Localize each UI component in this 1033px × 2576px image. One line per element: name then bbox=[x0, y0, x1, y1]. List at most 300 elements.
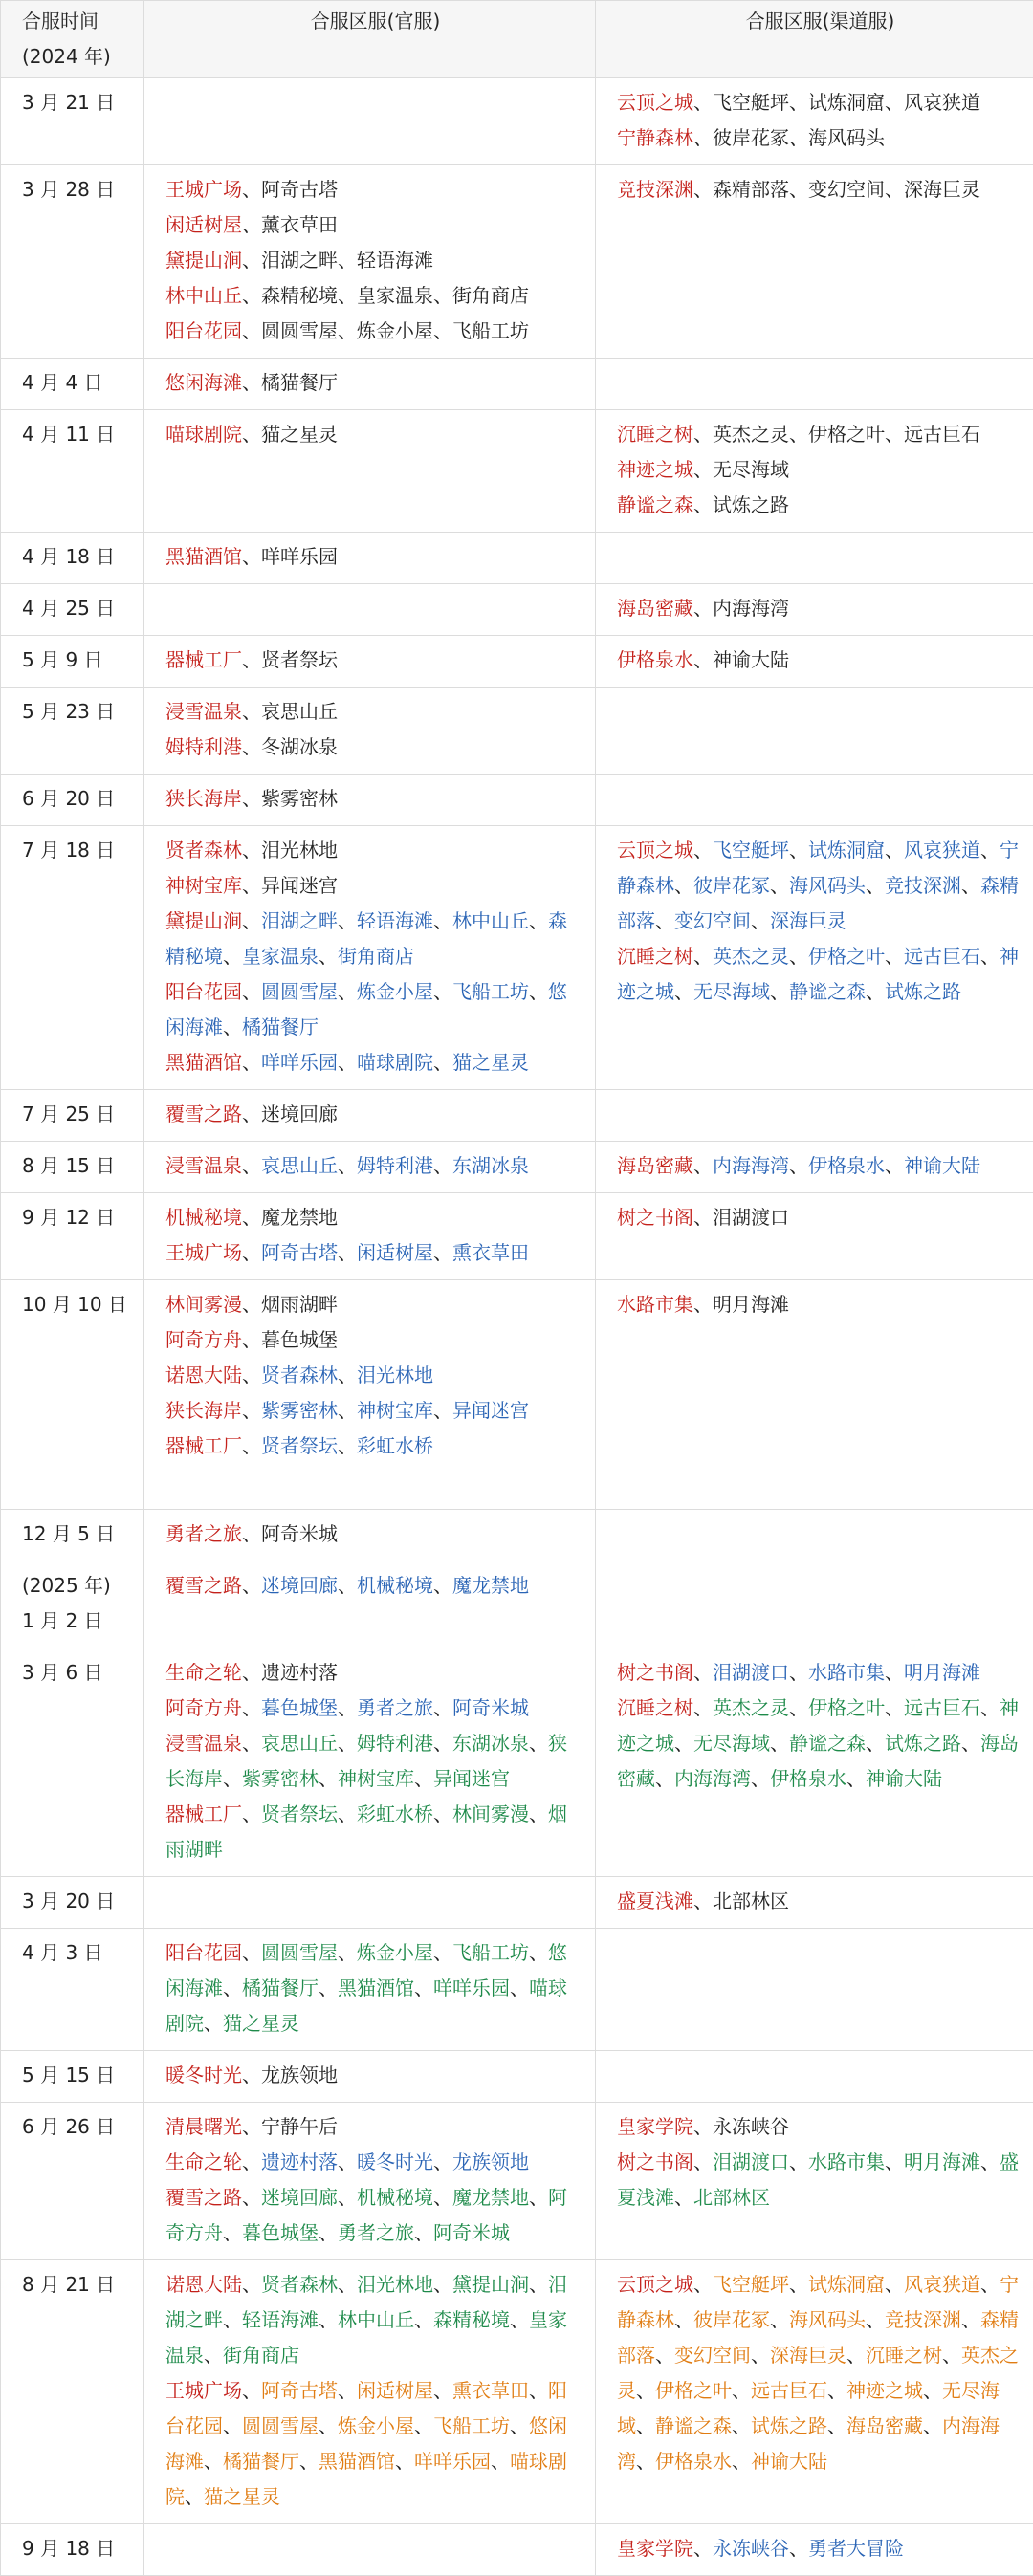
server-name: 冬湖冰泉 bbox=[261, 735, 338, 758]
server-group: 海岛密藏、内海海湾、伊格泉水、神谕大陆 bbox=[617, 1148, 1023, 1184]
table-row bbox=[1, 410, 1033, 533]
server-name: 浸雪温泉 bbox=[165, 1154, 242, 1177]
server-name: 沉睡之树 bbox=[617, 1696, 693, 1719]
server-name: 浸雪温泉 bbox=[165, 700, 242, 723]
server-name: 迷境回廊 bbox=[261, 2186, 338, 2209]
official-servers-cell bbox=[144, 775, 596, 826]
merge-date-cell bbox=[1, 775, 144, 826]
server-name: 明月海滩 bbox=[904, 2150, 980, 2173]
server-name: 黑猫酒馆 bbox=[338, 1976, 414, 1999]
server-name: 圆圆雪屋 bbox=[261, 1941, 338, 1964]
server-name: 喵球剧院 bbox=[357, 1051, 433, 1074]
server-name: 紫雾密林 bbox=[261, 1399, 338, 1422]
table-row bbox=[1, 826, 1033, 1090]
merge-date: 4 月 3 日 bbox=[22, 1935, 134, 1971]
official-servers-cell bbox=[144, 359, 596, 410]
channel-servers-cell bbox=[596, 1280, 1033, 1510]
server-name: 阿奇古塔 bbox=[261, 1241, 338, 1264]
channel-servers-cell bbox=[596, 410, 1033, 533]
server-name: 东湖冰泉 bbox=[452, 1732, 529, 1755]
server-name: 阿奇方舟 bbox=[165, 1696, 242, 1719]
server-name: 黑猫酒馆 bbox=[165, 1051, 242, 1074]
server-group: 器械工厂、贤者祭坛 bbox=[165, 643, 585, 678]
server-name: 勇者大冒险 bbox=[808, 2537, 904, 2560]
merge-date: 3 月 28 日 bbox=[22, 172, 134, 207]
merge-date: 3 月 21 日 bbox=[22, 85, 134, 120]
server-name: 贤者森林 bbox=[165, 839, 242, 862]
server-name: 贤者森林 bbox=[261, 2273, 338, 2296]
merge-date: 1 月 2 日 bbox=[22, 1604, 134, 1639]
table-row bbox=[1, 584, 1033, 636]
server-name: 猫之星灵 bbox=[223, 2012, 299, 2035]
server-name: 橘猫餐厅 bbox=[223, 2450, 299, 2473]
official-servers-cell bbox=[144, 2260, 596, 2524]
server-group: 狭长海岸、紫雾密林 bbox=[165, 781, 585, 817]
server-name: 诺恩大陆 bbox=[165, 1364, 242, 1386]
server-group: 黛提山涧、泪湖之畔、轻语海滩 bbox=[165, 243, 585, 278]
server-group: 云顶之城、飞空艇坪、试炼洞窟、风哀狭道 bbox=[617, 85, 1023, 120]
official-servers-cell bbox=[144, 1193, 596, 1280]
merge-date: 6 月 26 日 bbox=[22, 2109, 134, 2145]
server-name: 英杰之灵 bbox=[617, 2344, 1019, 2402]
server-name: 彼岸花冢 bbox=[693, 2308, 770, 2331]
server-name: 试炼之路 bbox=[713, 493, 789, 516]
merge-date-cell bbox=[1, 2103, 144, 2260]
server-name: 炼金小屋 bbox=[357, 980, 433, 1003]
server-name: 悠闲海滩 bbox=[165, 371, 242, 394]
server-name: 海岛密藏 bbox=[617, 1154, 693, 1177]
merge-date-cell bbox=[1, 359, 144, 410]
server-name: 伊格之叶 bbox=[808, 945, 885, 968]
server-name: 狭长海岸 bbox=[165, 1732, 567, 1790]
server-name: 伊格之叶 bbox=[655, 2379, 732, 2402]
channel-servers-cell bbox=[596, 1510, 1033, 1561]
server-name: 竞技深渊 bbox=[885, 874, 961, 897]
channel-servers-cell bbox=[596, 2524, 1033, 2576]
server-name: 神树宝库 bbox=[357, 1399, 433, 1422]
server-name: 水路市集 bbox=[617, 1293, 693, 1316]
merge-date-cell bbox=[1, 165, 144, 359]
server-group: 暖冬时光、龙族领地 bbox=[165, 2058, 585, 2093]
server-name: 沉睡之树 bbox=[866, 2344, 942, 2367]
server-name: 永冻峡谷 bbox=[713, 2537, 789, 2560]
server-group: 机械秘境、魔龙禁地 bbox=[165, 1200, 585, 1235]
server-name: 内海海湾 bbox=[713, 1154, 789, 1177]
server-group: 盛夏浅滩、北部林区 bbox=[617, 1884, 1023, 1919]
server-name: 悠闲海滩 bbox=[165, 1941, 567, 1999]
server-name: 浸雪温泉 bbox=[165, 1732, 242, 1755]
server-name: 风哀狭道 bbox=[904, 839, 980, 862]
server-name: 街角商店 bbox=[338, 945, 414, 968]
server-name: 明月海滩 bbox=[713, 1293, 789, 1316]
server-group: 海岛密藏、内海海湾 bbox=[617, 591, 1023, 626]
official-servers-cell bbox=[144, 1142, 596, 1193]
header-row bbox=[1, 1, 1033, 78]
server-name: 烟雨湖畔 bbox=[165, 1802, 567, 1861]
server-name: 无尽海域 bbox=[617, 2379, 1000, 2437]
server-group: 神迹之城、无尽海域 bbox=[617, 452, 1023, 488]
server-group: 浸雪温泉、哀思山丘、姆特利港、东湖冰泉、狭长海岸、紫雾密林、神树宝库、异闻迷宫 bbox=[165, 1726, 585, 1797]
server-group: 器械工厂、贤者祭坛、彩虹水桥、林间雾漫、烟雨湖畔 bbox=[165, 1797, 585, 1867]
server-group: 皇家学院、永冻峡谷 bbox=[617, 2109, 1023, 2145]
server-name: 明月海滩 bbox=[904, 1661, 980, 1684]
server-name: 伊格之叶 bbox=[808, 1696, 885, 1719]
channel-servers-cell bbox=[596, 2103, 1033, 2260]
server-name: 深海巨灵 bbox=[904, 178, 980, 201]
server-name: 森精部落 bbox=[713, 178, 789, 201]
server-group: 云顶之城、飞空艇坪、试炼洞窟、风哀狭道、宁静森林、彼岸花冢、海风码头、竞技深渊、森精部落、变幻空间、深海巨灵、沉睡之树、英杰之灵、伊格之叶、远古巨石、神迹之城、无尽海域、静谧之森、试炼之路、海岛密藏、内海海湾、伊格泉水、神谕大陆 bbox=[617, 2267, 1023, 2479]
server-name: 风哀狭道 bbox=[904, 91, 980, 114]
table-row bbox=[1, 636, 1033, 688]
server-name: 泪湖渡口 bbox=[713, 1661, 789, 1684]
official-servers-cell bbox=[144, 584, 596, 636]
server-name: 魔龙禁地 bbox=[261, 1206, 338, 1229]
merge-date-cell bbox=[1, 1929, 144, 2051]
table-row bbox=[1, 688, 1033, 775]
server-group: 王城广场、阿奇古塔 bbox=[165, 172, 585, 207]
server-name: 异闻迷宫 bbox=[452, 1399, 529, 1422]
server-name: 炼金小屋 bbox=[357, 319, 433, 342]
server-name: 器械工厂 bbox=[165, 1802, 242, 1825]
table-row bbox=[1, 2103, 1033, 2260]
table-row bbox=[1, 775, 1033, 826]
server-name: 皇家温泉 bbox=[165, 2308, 567, 2367]
server-group: 黑猫酒馆、咩咩乐园、喵球剧院、猫之星灵 bbox=[165, 1045, 585, 1081]
server-name: 林间雾漫 bbox=[452, 1802, 529, 1825]
merge-date: 4 月 4 日 bbox=[22, 365, 134, 401]
server-group: 阳台花园、圆圆雪屋、炼金小屋、飞船工坊、悠闲海滩、橘猫餐厅 bbox=[165, 974, 585, 1045]
server-name: 静谧之森 bbox=[655, 2414, 732, 2437]
channel-servers-cell bbox=[596, 1090, 1033, 1142]
server-name: 伊格泉水 bbox=[617, 648, 693, 671]
server-name: 彼岸花冢 bbox=[693, 874, 770, 897]
server-name: 王城广场 bbox=[165, 1241, 242, 1264]
server-name: 闲适树屋 bbox=[357, 1241, 433, 1264]
server-name: 深海巨灵 bbox=[770, 2344, 846, 2367]
server-name: 沉睡之树 bbox=[617, 945, 693, 968]
official-servers-cell bbox=[144, 78, 596, 165]
server-name: 姆特利港 bbox=[165, 735, 242, 758]
server-name: 阳台花园 bbox=[165, 980, 242, 1003]
table-row bbox=[1, 359, 1033, 410]
server-name: 龙族领地 bbox=[261, 2063, 338, 2086]
server-name: 阿奇古塔 bbox=[261, 178, 338, 201]
server-name: 狭长海岸 bbox=[165, 1399, 242, 1422]
server-name: 伊格泉水 bbox=[808, 1154, 885, 1177]
table-row bbox=[1, 1877, 1033, 1929]
server-name: 树之书阁 bbox=[617, 2150, 693, 2173]
server-name: 彩虹水桥 bbox=[357, 1434, 433, 1457]
server-name: 英杰之灵 bbox=[713, 423, 789, 446]
server-group: 覆雪之路、迷境回廊 bbox=[165, 1097, 585, 1132]
merge-date-cell bbox=[1, 2524, 144, 2576]
table-row bbox=[1, 1929, 1033, 2051]
server-name: 彩虹水桥 bbox=[357, 1802, 433, 1825]
server-name: 街角商店 bbox=[452, 284, 529, 307]
server-name: 异闻迷宫 bbox=[433, 1767, 510, 1790]
server-name: 泪湖之畔 bbox=[261, 249, 338, 272]
server-name: 泪光林地 bbox=[357, 2273, 433, 2296]
server-name: 熏衣草田 bbox=[452, 2379, 529, 2402]
server-name: 炼金小屋 bbox=[357, 1941, 433, 1964]
server-name: 咩咩乐园 bbox=[433, 1976, 510, 1999]
table-row bbox=[1, 1561, 1033, 1648]
server-group: 姆特利港、冬湖冰泉 bbox=[165, 730, 585, 765]
server-group: 阳台花园、圆圆雪屋、炼金小屋、飞船工坊、悠闲海滩、橘猫餐厅、黑猫酒馆、咩咩乐园、喵球剧院、猫之星灵 bbox=[165, 1935, 585, 2041]
official-servers-cell bbox=[144, 2051, 596, 2103]
official-servers-cell bbox=[144, 165, 596, 359]
server-group: 神树宝库、异闻迷宫 bbox=[165, 868, 585, 904]
merge-date-cell bbox=[1, 636, 144, 688]
table-body bbox=[1, 78, 1033, 2576]
server-name: 薰衣草田 bbox=[261, 213, 338, 236]
server-group: 黛提山涧、泪湖之畔、轻语海滩、林中山丘、森精秘境、皇家温泉、街角商店 bbox=[165, 904, 585, 974]
server-group: 浸雪温泉、哀思山丘、姆特利港、东湖冰泉 bbox=[165, 1148, 585, 1184]
merge-date-cell bbox=[1, 1142, 144, 1193]
server-name: 神树宝库 bbox=[165, 874, 242, 897]
official-servers-cell bbox=[144, 1280, 596, 1510]
server-name: 覆雪之路 bbox=[165, 1102, 242, 1125]
server-group: 清晨曙光、宁静午后 bbox=[165, 2109, 585, 2145]
server-name: 猫之星灵 bbox=[261, 423, 338, 446]
server-name: 彼岸花冢 bbox=[713, 126, 789, 149]
server-name: 异闻迷宫 bbox=[261, 874, 338, 897]
server-group: 林间雾漫、烟雨湖畔 bbox=[165, 1287, 585, 1322]
server-name: 阿奇米城 bbox=[452, 1696, 529, 1719]
merge-date-cell bbox=[1, 533, 144, 584]
server-name: 生命之轮 bbox=[165, 2150, 242, 2173]
server-name: 伊格之叶 bbox=[808, 423, 885, 446]
server-name: 喵球剧院 bbox=[165, 423, 242, 446]
server-name: 哀思山丘 bbox=[261, 1732, 338, 1755]
server-name: 轻语海滩 bbox=[357, 249, 433, 272]
server-name: 树之书阁 bbox=[617, 1661, 693, 1684]
server-name: 闲适树屋 bbox=[165, 213, 242, 236]
server-name: 飞空艇坪 bbox=[713, 839, 789, 862]
server-name: 海岛密藏 bbox=[617, 1732, 1019, 1790]
channel-servers-cell bbox=[596, 1877, 1033, 1929]
server-name: 紫雾密林 bbox=[242, 1767, 319, 1790]
server-name: 烟雨湖畔 bbox=[261, 1293, 338, 1316]
server-group: 皇家学院、永冻峡谷、勇者大冒险 bbox=[617, 2531, 1023, 2566]
server-name: 云顶之城 bbox=[617, 2273, 693, 2296]
server-name: 海风码头 bbox=[808, 126, 885, 149]
official-servers-cell bbox=[144, 1510, 596, 1561]
server-group: 阿奇方舟、暮色城堡、勇者之旅、阿奇米城 bbox=[165, 1691, 585, 1726]
server-name: 内海海湾 bbox=[617, 2414, 1000, 2473]
server-name: 水路市集 bbox=[808, 2150, 885, 2173]
server-group: 覆雪之路、迷境回廊、机械秘境、魔龙禁地 bbox=[165, 1568, 585, 1604]
server-name: 无尽海域 bbox=[693, 1732, 770, 1755]
server-name: 黛提山涧 bbox=[165, 249, 242, 272]
server-name: 试炼之路 bbox=[885, 1732, 961, 1755]
table-row bbox=[1, 2260, 1033, 2524]
server-name: 暮色城堡 bbox=[242, 2221, 319, 2244]
server-group: 林中山丘、森精秘境、皇家温泉、街角商店 bbox=[165, 278, 585, 314]
server-name: 神谕大陆 bbox=[904, 1154, 980, 1177]
server-name: 街角商店 bbox=[223, 2344, 299, 2367]
server-name: 林间雾漫 bbox=[165, 1293, 242, 1316]
official-servers-cell bbox=[144, 1929, 596, 2051]
server-group: 器械工厂、贤者祭坛、彩虹水桥 bbox=[165, 1429, 585, 1464]
server-name: 云顶之城 bbox=[617, 839, 693, 862]
server-group: 王城广场、阿奇古塔、闲适树屋、熏衣草田 bbox=[165, 1235, 585, 1271]
server-group: 生命之轮、遗迹村落 bbox=[165, 1655, 585, 1691]
merge-date: 7 月 18 日 bbox=[22, 833, 134, 868]
merge-date: 3 月 6 日 bbox=[22, 1655, 134, 1691]
channel-servers-cell bbox=[596, 826, 1033, 1090]
channel-servers-cell bbox=[596, 2051, 1033, 2103]
table-row bbox=[1, 2051, 1033, 2103]
server-name: 神迹之城 bbox=[617, 458, 693, 481]
server-name: 器械工厂 bbox=[165, 648, 242, 671]
merge-date-cell bbox=[1, 78, 144, 165]
server-name: 变幻空间 bbox=[674, 909, 751, 932]
server-name: 海风码头 bbox=[789, 2308, 866, 2331]
server-name: 姆特利港 bbox=[357, 1154, 433, 1177]
official-servers-cell bbox=[144, 688, 596, 775]
merge-date: 4 月 18 日 bbox=[22, 539, 134, 575]
server-group: 狭长海岸、紫雾密林、神树宝库、异闻迷宫 bbox=[165, 1393, 585, 1429]
server-name: 试炼洞窟 bbox=[808, 839, 885, 862]
server-name: 深海巨灵 bbox=[770, 909, 846, 932]
channel-servers-cell bbox=[596, 1142, 1033, 1193]
server-name: 迷境回廊 bbox=[261, 1102, 338, 1125]
server-name: 神迹之城 bbox=[617, 1696, 1019, 1755]
server-name: 魔龙禁地 bbox=[452, 1574, 529, 1597]
server-name: 飞船工坊 bbox=[433, 2414, 510, 2437]
server-name: 覆雪之路 bbox=[165, 2186, 242, 2209]
server-group: 悠闲海滩、橘猫餐厅 bbox=[165, 365, 585, 401]
server-name: 无尽海域 bbox=[693, 980, 770, 1003]
server-name: 飞船工坊 bbox=[452, 980, 529, 1003]
server-group: 王城广场、阿奇古塔、闲适树屋、熏衣草田、阳台花园、圆圆雪屋、炼金小屋、飞船工坊、悠闲海滩、橘猫餐厅、黑猫酒馆、咩咩乐园、喵球剧院、猫之星灵 bbox=[165, 2373, 585, 2515]
merge-date-cell bbox=[1, 584, 144, 636]
official-servers-cell bbox=[144, 636, 596, 688]
server-name: 阳台花园 bbox=[165, 2379, 567, 2437]
server-name: 宁静午后 bbox=[261, 2115, 338, 2138]
server-group: 黑猫酒馆、咩咩乐园 bbox=[165, 539, 585, 575]
server-name: 龙族领地 bbox=[452, 2150, 529, 2173]
channel-servers-cell bbox=[596, 1193, 1033, 1280]
server-name: 皇家学院 bbox=[617, 2537, 693, 2560]
merge-date-cell bbox=[1, 826, 144, 1090]
server-name: 神谕大陆 bbox=[751, 2450, 827, 2473]
server-name: 猫之星灵 bbox=[452, 1051, 529, 1074]
channel-servers-cell bbox=[596, 533, 1033, 584]
channel-servers-cell bbox=[596, 1648, 1033, 1877]
server-name: 熏衣草田 bbox=[452, 1241, 529, 1264]
channel-servers-cell bbox=[596, 78, 1033, 165]
server-name: 暖冬时光 bbox=[357, 2150, 433, 2173]
server-group: 伊格泉水、神谕大陆 bbox=[617, 643, 1023, 678]
server-name: 清晨曙光 bbox=[165, 2115, 242, 2138]
server-name: 永冻峡谷 bbox=[713, 2115, 789, 2138]
server-group: 贤者森林、泪光林地 bbox=[165, 833, 585, 868]
server-group: 沉睡之树、英杰之灵、伊格之叶、远古巨石、神迹之城、无尽海域、静谧之森、试炼之路、海岛密藏、内海海湾、伊格泉水、神谕大陆 bbox=[617, 1691, 1023, 1797]
server-group: 喵球剧院、猫之星灵 bbox=[165, 417, 585, 452]
server-name: 泪光林地 bbox=[261, 839, 338, 862]
server-group: 阳台花园、圆圆雪屋、炼金小屋、飞船工坊 bbox=[165, 314, 585, 349]
server-name: 试炼之路 bbox=[751, 2414, 827, 2437]
server-name: 器械工厂 bbox=[165, 1434, 242, 1457]
table-row bbox=[1, 78, 1033, 165]
server-group: 覆雪之路、迷境回廊、机械秘境、魔龙禁地、阿奇方舟、暮色城堡、勇者之旅、阿奇米城 bbox=[165, 2180, 585, 2251]
server-name: 生命之轮 bbox=[165, 1661, 242, 1684]
server-name: 伊格泉水 bbox=[770, 1767, 846, 1790]
server-group: 闲适树屋、薰衣草田 bbox=[165, 207, 585, 243]
server-name: 英杰之灵 bbox=[713, 945, 789, 968]
merge-date: 12 月 5 日 bbox=[22, 1517, 134, 1552]
server-name: 喵球剧院 bbox=[165, 2450, 567, 2508]
server-group: 云顶之城、飞空艇坪、试炼洞窟、风哀狭道、宁静森林、彼岸花冢、海风码头、竞技深渊、森精部落、变幻空间、深海巨灵 bbox=[617, 833, 1023, 939]
server-name: 无尽海域 bbox=[713, 458, 789, 481]
server-name: 飞船工坊 bbox=[452, 319, 529, 342]
table-row bbox=[1, 2524, 1033, 2576]
server-name: 东湖冰泉 bbox=[452, 1154, 529, 1177]
server-name: 勇者之旅 bbox=[357, 1696, 433, 1719]
server-name: 宁静森林 bbox=[617, 126, 693, 149]
table-row bbox=[1, 165, 1033, 359]
server-name: 试炼洞窟 bbox=[808, 91, 885, 114]
merge-date: 10 月 10 日 bbox=[22, 1287, 134, 1322]
table-row bbox=[1, 1142, 1033, 1193]
server-name: 远古巨石 bbox=[751, 2379, 827, 2402]
server-name: 咩咩乐园 bbox=[414, 2450, 491, 2473]
server-name: 橘猫餐厅 bbox=[261, 371, 338, 394]
server-name: 沉睡之树 bbox=[617, 423, 693, 446]
server-name: 试炼之路 bbox=[885, 980, 961, 1003]
merge-date: 8 月 21 日 bbox=[22, 2267, 134, 2303]
server-name: 咩咩乐园 bbox=[261, 1051, 338, 1074]
server-name: 诺恩大陆 bbox=[165, 2273, 242, 2296]
merge-date-cell bbox=[1, 1090, 144, 1142]
server-name: 闲适树屋 bbox=[357, 2379, 433, 2402]
merge-date-cell bbox=[1, 2260, 144, 2524]
server-group: 水路市集、明月海滩 bbox=[617, 1287, 1023, 1322]
server-name: 紫雾密林 bbox=[261, 787, 338, 810]
merge-date: 4 月 25 日 bbox=[22, 591, 134, 626]
merge-date-cell bbox=[1, 1193, 144, 1280]
server-name: 远古巨石 bbox=[904, 1696, 980, 1719]
table-row bbox=[1, 1648, 1033, 1877]
blank-spacer bbox=[165, 1464, 585, 1500]
server-name: 林中山丘 bbox=[165, 284, 242, 307]
server-name: 阿奇方舟 bbox=[165, 1328, 242, 1351]
server-group: 树之书阁、泪湖渡口 bbox=[617, 1200, 1023, 1235]
merge-date: 5 月 9 日 bbox=[22, 643, 134, 678]
server-name: 北部林区 bbox=[713, 1889, 789, 1912]
server-name: 英杰之灵 bbox=[713, 1696, 789, 1719]
table-row bbox=[1, 1090, 1033, 1142]
server-name: 静谧之森 bbox=[789, 980, 866, 1003]
server-name: 森精秘境 bbox=[433, 2308, 510, 2331]
server-name: 狭长海岸 bbox=[165, 787, 242, 810]
server-group: 竞技深渊、森精部落、变幻空间、深海巨灵 bbox=[617, 172, 1023, 207]
official-servers-cell bbox=[144, 1877, 596, 1929]
channel-servers-cell bbox=[596, 584, 1033, 636]
server-name: 悠闲海滩 bbox=[165, 980, 567, 1038]
server-group: 静谧之森、试炼之路 bbox=[617, 488, 1023, 523]
official-servers-cell bbox=[144, 410, 596, 533]
server-group: 树之书阁、泪湖渡口、水路市集、明月海滩 bbox=[617, 1655, 1023, 1691]
official-servers-cell bbox=[144, 533, 596, 584]
server-name: 黛提山涧 bbox=[452, 2273, 529, 2296]
server-name: 飞空艇坪 bbox=[713, 91, 789, 114]
server-name: 迷境回廊 bbox=[261, 1574, 338, 1597]
server-name: 阿奇米城 bbox=[261, 1522, 338, 1545]
merge-date-cell bbox=[1, 410, 144, 533]
